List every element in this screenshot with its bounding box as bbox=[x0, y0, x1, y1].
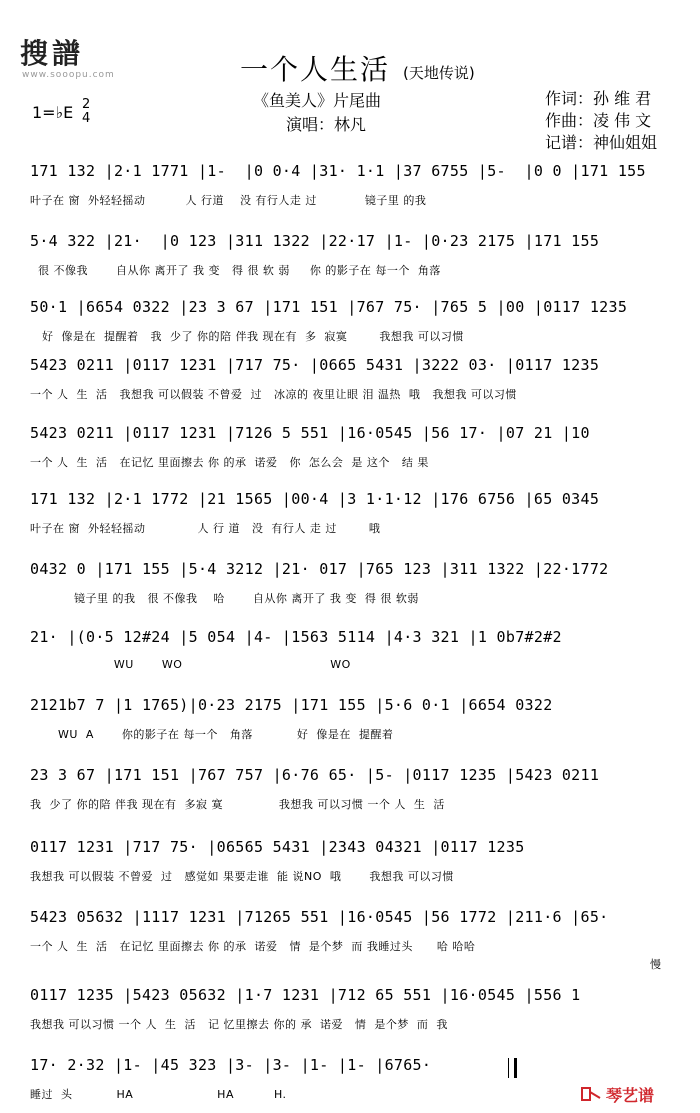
site-logo bbox=[20, 30, 150, 80]
lyricist: 作词：孙 维 君 bbox=[545, 89, 652, 108]
lyric-line: 睡过 头 HA HA H. bbox=[30, 1088, 287, 1101]
meter-bottom: 4 bbox=[82, 111, 91, 126]
lyric-line: 我 少了 你的陪 伴我 现在有 多寂 寞 我想我 可以习惯 一个 人 生 活 bbox=[30, 798, 445, 811]
logo-url: www.sooopu.com bbox=[22, 70, 115, 80]
song-title: 一个人生活 bbox=[240, 53, 391, 86]
transcriber: 记谱：神仙姐姐 bbox=[545, 133, 658, 152]
lyric-line: WU A 你的影子在 每一个 角落 好 像是在 提醒着 bbox=[30, 728, 394, 741]
notation-line: 21· |(0·5 12#24 |5 054 |4- |1563 5114 |4·3 321 |1 0b7#2#2 bbox=[30, 628, 572, 646]
lyric-annotation: 慢 bbox=[650, 958, 661, 971]
time-signature bbox=[82, 98, 90, 126]
notation-line: 171 132 |2·1 1771 |1- |0 0·4 |31· 1·1 |37 6755 |5- |0 0 |171 155 bbox=[30, 162, 656, 180]
watermark-text: 琴艺谱 bbox=[606, 1086, 655, 1105]
lyric-line: 叶子在 窗 外轻轻摇动 人 行 道 没 有行人 走 过 哦 bbox=[30, 522, 381, 535]
singer: 演唱：林凡 bbox=[286, 115, 367, 134]
notation-line: 2121b7 7 |1 1765)|0·23 2175 |171 155 |5·6 0·1 |6654 0322 bbox=[30, 696, 562, 714]
notation-line: 5·4 322 |21· |0 123 |311 1322 |22·17 |1- |0·23 2175 |171 155 bbox=[30, 232, 609, 250]
lyric-line: 叶子在 窗 外轻轻摇动 人 行道 没 有行人走 过 镜子里 的我 bbox=[30, 194, 427, 207]
meter-top: 2 bbox=[82, 97, 91, 112]
song-subtitle: (天地传说) bbox=[403, 64, 475, 82]
final-barline bbox=[508, 1058, 517, 1078]
key-signature: 1=♭E bbox=[32, 103, 74, 122]
watermark bbox=[580, 1082, 690, 1108]
notation-line: 5423 0211 |0117 1231 |7126 5 551 |16·0545 |56 17· |07 21 |10 bbox=[30, 424, 600, 442]
notation-line: 17· 2·32 |1- |45 323 |3- |3- |1- |1- |6765· bbox=[30, 1056, 441, 1074]
lyric-line: 我想我 可以习惯 一个 人 生 活 记 忆里擦去 你的 承 诺爱 情 是个梦 而 我 bbox=[30, 1018, 448, 1031]
lyric-line: 很 不像我 自从你 离开了 我 变 得 很 软 弱 你 的影子在 每一个 角落 bbox=[30, 264, 441, 277]
lyric-line: 镜子里 的我 很 不像我 哈 自从你 离开了 我 变 得 很 软弱 bbox=[30, 592, 419, 605]
lyric-line: 好 像是在 提醒着 我 少了 你的陪 伴我 现在有 多 寂寞 我想我 可以习惯 bbox=[30, 330, 464, 343]
notation-line: 5423 05632 |1117 1231 |71265 551 |16·0545 |56 1772 |211·6 |65· bbox=[30, 908, 618, 926]
lyric-line: 一个 人 生 活 在记忆 里面擦去 你 的承 诺爱 你 怎么会 是 这个 结 果 bbox=[30, 456, 429, 469]
notation-line: 5423 0211 |0117 1231 |717 75· |0665 5431 |3222 03· |0117 1235 bbox=[30, 356, 609, 374]
notation-line: 171 132 |2·1 1772 |21 1565 |00·4 |3 1·1·12 |176 6756 |65 0345 bbox=[30, 490, 609, 508]
notation-line: 0117 1235 |5423 05632 |1·7 1231 |712 65 551 |16·0545 |556 1 bbox=[30, 986, 590, 1004]
piano-logo-icon bbox=[580, 1084, 602, 1104]
lyric-line: 一个 人 生 活 在记忆 里面擦去 你 的承 诺爱 情 是个梦 而 我睡过头 哈 哈哈 bbox=[30, 940, 476, 953]
lyric-line: 一个 人 生 活 我想我 可以假装 不曾爱 过 冰凉的 夜里让眼 泪 温热 哦 我想我 可以习惯 bbox=[30, 388, 517, 401]
logo-text: 搜譜 bbox=[20, 37, 85, 70]
notation-line: 23 3 67 |171 151 |767 757 |6·76 65· |5- |0117 1235 |5423 0211 bbox=[30, 766, 609, 784]
notation-line: 50·1 |6654 0322 |23 3 67 |171 151 |767 75· |765 5 |00 |0117 1235 bbox=[30, 298, 637, 316]
notation-line: 0432 0 |171 155 |5·4 3212 |21· 017 |765 123 |311 1322 |22·1772 bbox=[30, 560, 618, 578]
song-source: 《鱼美人》片尾曲 bbox=[253, 91, 382, 110]
credits bbox=[545, 88, 657, 154]
notation-line: 0117 1231 |717 75· |06565 5431 |2343 04321 |0117 1235 bbox=[30, 838, 534, 856]
lyric-line: 我想我 可以假装 不曾爱 过 感觉如 果要走谁 能 说NO 哦 我想我 可以习惯 bbox=[30, 870, 454, 883]
lyric-line: WU WO WO bbox=[30, 658, 351, 671]
composer: 作曲：凌 伟 文 bbox=[545, 111, 652, 130]
